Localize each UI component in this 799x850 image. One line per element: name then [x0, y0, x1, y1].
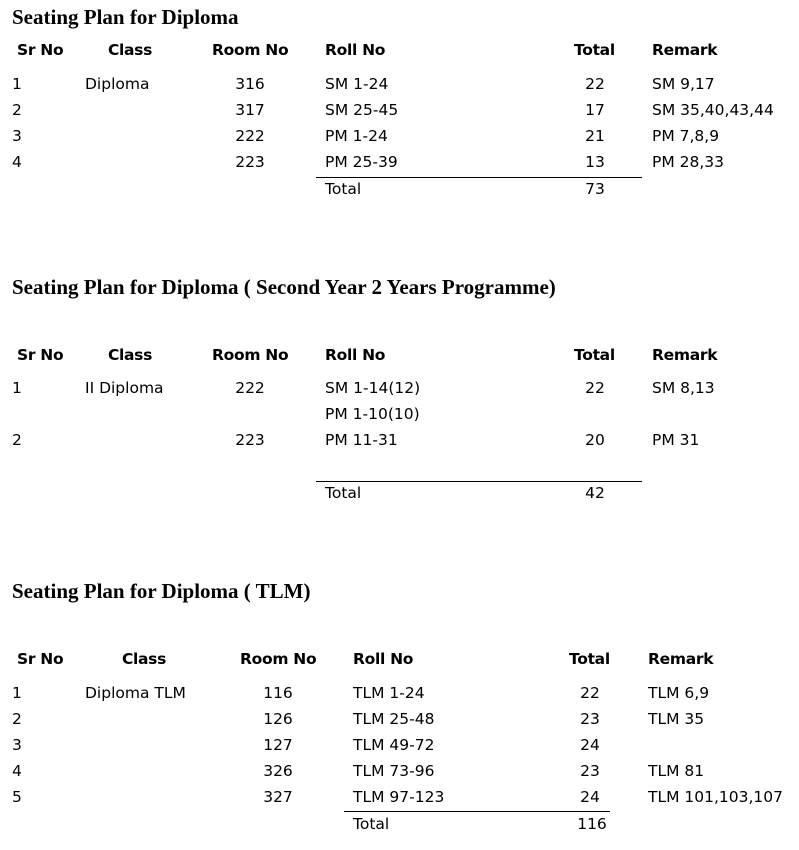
total-value: 116 [577, 815, 607, 833]
row-room: 126 [263, 710, 293, 728]
total-divider [344, 811, 610, 812]
total-label: Total [353, 815, 390, 833]
row-total: 22 [580, 684, 600, 702]
row-sr: 3 [12, 127, 22, 145]
total-divider [316, 177, 642, 178]
row-sr: 2 [12, 431, 22, 449]
row-remark: TLM 35 [648, 710, 705, 728]
row-roll: TLM 25-48 [353, 710, 435, 728]
total-label: Total [325, 180, 362, 198]
row-total: 21 [585, 127, 605, 145]
header-room-no: Room No [212, 41, 289, 59]
row-roll: SM 1-24 [325, 75, 389, 93]
row-roll: TLM 1-24 [353, 684, 425, 702]
row-total: 23 [580, 762, 600, 780]
row-total: 22 [585, 379, 605, 397]
row-total: 13 [585, 153, 605, 171]
total-divider [316, 481, 642, 482]
total-value: 73 [585, 180, 605, 198]
row-roll: SM 1-14(12) [325, 379, 421, 397]
row-sr: 4 [12, 762, 22, 780]
row-sr: 2 [12, 710, 22, 728]
header-total: Total [569, 650, 610, 668]
row-sr: 1 [12, 684, 22, 702]
row-sr: 1 [12, 379, 22, 397]
row-total: 23 [580, 710, 600, 728]
header-remark: Remark [648, 650, 714, 668]
row-remark: TLM 81 [648, 762, 705, 780]
row-total: 20 [585, 431, 605, 449]
row-sr: 1 [12, 75, 22, 93]
header-sr-no: Sr No [17, 346, 64, 364]
section1-title: Seating Plan for Diploma [12, 5, 239, 29]
section3-title: Seating Plan for Diploma ( TLM) [12, 579, 311, 603]
row-remark: TLM 101,103,107 [648, 788, 784, 806]
header-class: Class [121, 650, 167, 668]
row-sr: 4 [12, 153, 22, 171]
header-room-no: Room No [212, 346, 289, 364]
header-sr-no: Sr No [17, 650, 64, 668]
header-class: Class [107, 41, 153, 59]
row-sr: 5 [12, 788, 22, 806]
header-roll-no: Roll No [325, 41, 386, 59]
row-room: 116 [263, 684, 293, 702]
row-remark: PM 7,8,9 [652, 127, 720, 145]
row-total: 24 [580, 788, 600, 806]
row-remark: SM 35,40,43,44 [652, 101, 774, 119]
row-room: 222 [235, 127, 265, 145]
row-room: 223 [235, 431, 265, 449]
row-class: Diploma TLM [85, 684, 186, 702]
row-class: II Diploma [85, 379, 164, 397]
row-total: 22 [585, 75, 605, 93]
section2-title: Seating Plan for Diploma ( Second Year 2 Years Programme) [12, 275, 556, 299]
row-total: 24 [580, 736, 600, 754]
header-roll-no: Roll No [325, 346, 386, 364]
row-roll: TLM 49-72 [353, 736, 435, 754]
row-remark: PM 31 [652, 431, 700, 449]
header-total: Total [574, 346, 615, 364]
total-value: 42 [585, 484, 605, 502]
row-class: Diploma [85, 75, 150, 93]
header-roll-no: Roll No [353, 650, 414, 668]
header-total: Total [574, 41, 615, 59]
row-roll: PM 1-24 [325, 127, 388, 145]
row-roll: SM 25-45 [325, 101, 399, 119]
row-room: 127 [263, 736, 293, 754]
row-room: 327 [263, 788, 293, 806]
row-remark: PM 28,33 [652, 153, 725, 171]
row-room: 223 [235, 153, 265, 171]
row-remark: SM 8,13 [652, 379, 715, 397]
row-room: 326 [263, 762, 293, 780]
row-room: 316 [235, 75, 265, 93]
row-roll-second-line: PM 1-10(10) [325, 405, 420, 423]
header-sr-no: Sr No [17, 41, 64, 59]
row-roll: PM 11-31 [325, 431, 398, 449]
total-label: Total [325, 484, 362, 502]
row-sr: 2 [12, 101, 22, 119]
row-roll: TLM 73-96 [353, 762, 435, 780]
row-total: 17 [585, 101, 605, 119]
row-remark: TLM 6,9 [648, 684, 710, 702]
row-room: 222 [235, 379, 265, 397]
header-remark: Remark [652, 41, 718, 59]
header-room-no: Room No [240, 650, 317, 668]
row-roll: TLM 97-123 [353, 788, 445, 806]
row-remark: SM 9,17 [652, 75, 715, 93]
row-roll: PM 25-39 [325, 153, 398, 171]
header-class: Class [107, 346, 153, 364]
row-sr: 3 [12, 736, 22, 754]
row-room: 317 [235, 101, 265, 119]
header-remark: Remark [652, 346, 718, 364]
